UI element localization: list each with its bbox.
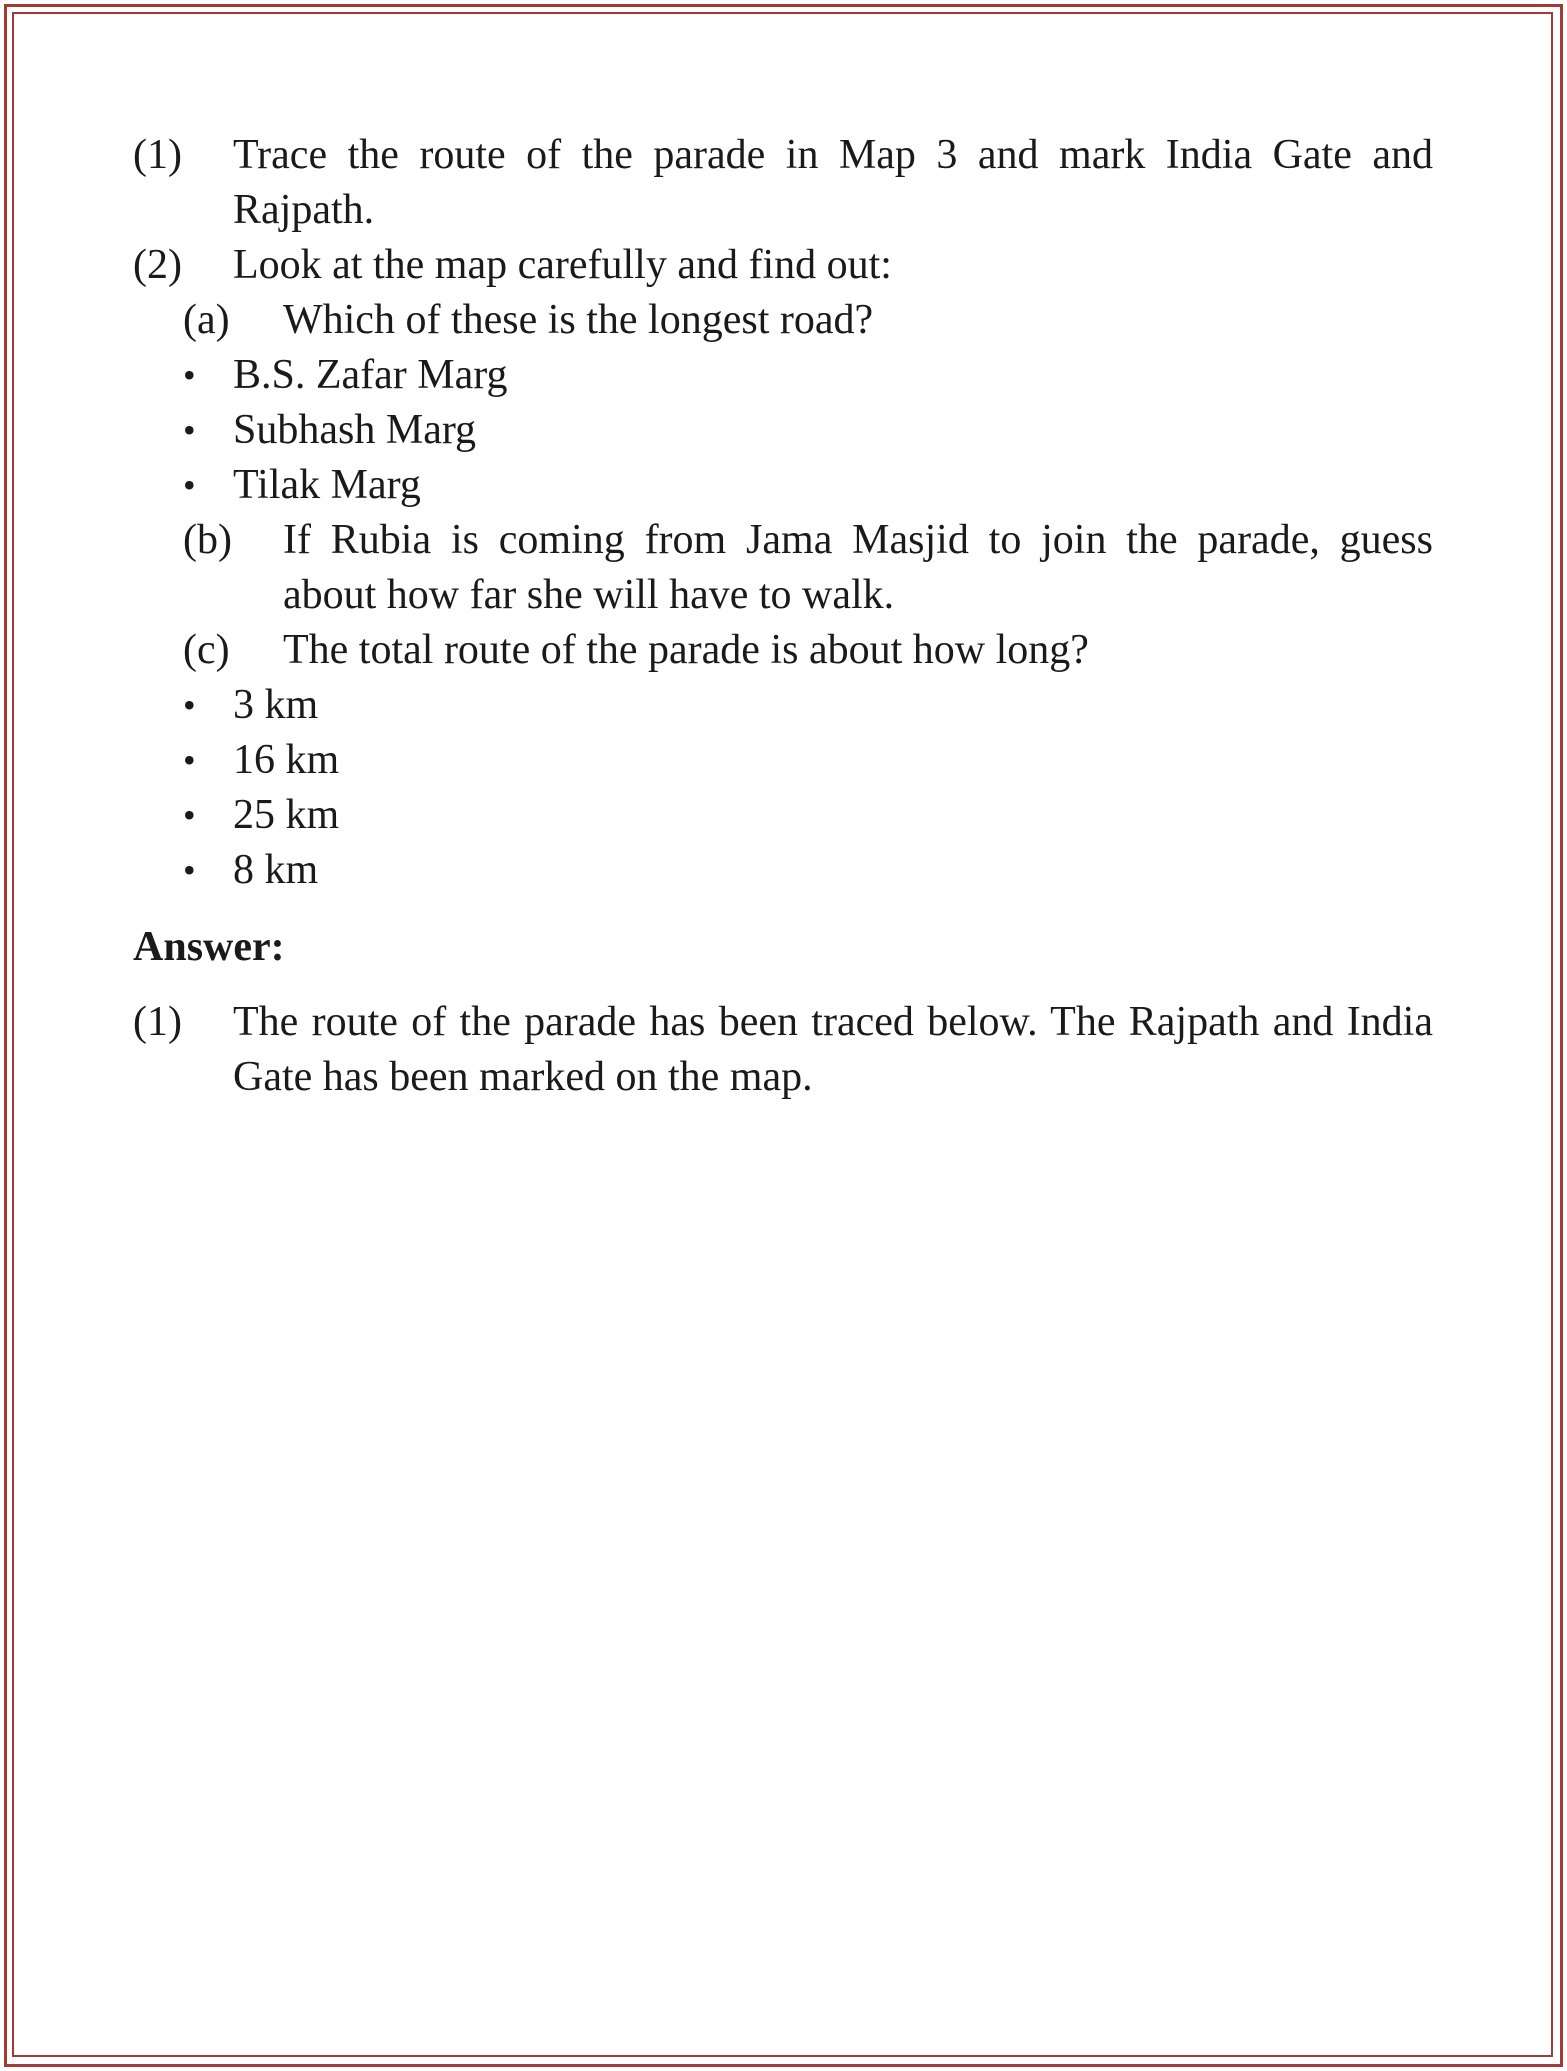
document-content bbox=[133, 128, 1433, 1105]
answer-number: (1) bbox=[133, 999, 182, 1045]
option-text: 8 km bbox=[233, 847, 319, 893]
subquestion-text: If Rubia is coming from Jama Masjid to join the parade, guess about how far she will have to walk. bbox=[283, 517, 1433, 618]
question-number: (2) bbox=[133, 242, 182, 288]
bullet-icon: • bbox=[183, 795, 196, 835]
question-2b bbox=[133, 513, 1433, 623]
subquestion-label: (b) bbox=[183, 517, 232, 563]
question-text: Trace the route of the parade in Map 3 and mark India Gate and Rajpath. bbox=[233, 132, 1433, 233]
list-item bbox=[133, 678, 1433, 733]
list-item bbox=[133, 788, 1433, 843]
option-text: Subhash Marg bbox=[233, 407, 477, 453]
bullet-icon: • bbox=[183, 355, 196, 395]
subquestion-text: The total route of the parade is about how long? bbox=[283, 627, 1089, 673]
list-item bbox=[133, 403, 1433, 458]
bullet-icon: • bbox=[183, 465, 196, 505]
bullet-icon: • bbox=[183, 685, 196, 725]
list-item bbox=[133, 843, 1433, 898]
list-item bbox=[133, 733, 1433, 788]
option-text: 16 km bbox=[233, 737, 340, 783]
question-2 bbox=[133, 238, 1433, 293]
answer-text: The route of the parade has been traced below. The Rajpath and India Gate has been marked on the map. bbox=[233, 999, 1433, 1100]
bullet-icon: • bbox=[183, 850, 196, 890]
option-text: Tilak Marg bbox=[233, 462, 421, 508]
subquestion-text: Which of these is the longest road? bbox=[283, 297, 874, 343]
list-item bbox=[133, 458, 1433, 513]
question-2a bbox=[133, 293, 1433, 348]
option-text: B.S. Zafar Marg bbox=[233, 352, 508, 398]
question-number: (1) bbox=[133, 132, 182, 178]
subquestion-label: (c) bbox=[183, 627, 230, 673]
question-text: Look at the map carefully and find out: bbox=[233, 242, 892, 288]
question-1 bbox=[133, 128, 1433, 238]
bullet-icon: • bbox=[183, 410, 196, 450]
list-item bbox=[133, 348, 1433, 403]
answer-heading: Answer: bbox=[133, 924, 285, 970]
option-text: 25 km bbox=[233, 792, 340, 838]
answer-1 bbox=[133, 995, 1433, 1105]
option-text: 3 km bbox=[233, 682, 319, 728]
bullet-icon: • bbox=[183, 740, 196, 780]
subquestion-label: (a) bbox=[183, 297, 230, 343]
question-2c bbox=[133, 623, 1433, 678]
